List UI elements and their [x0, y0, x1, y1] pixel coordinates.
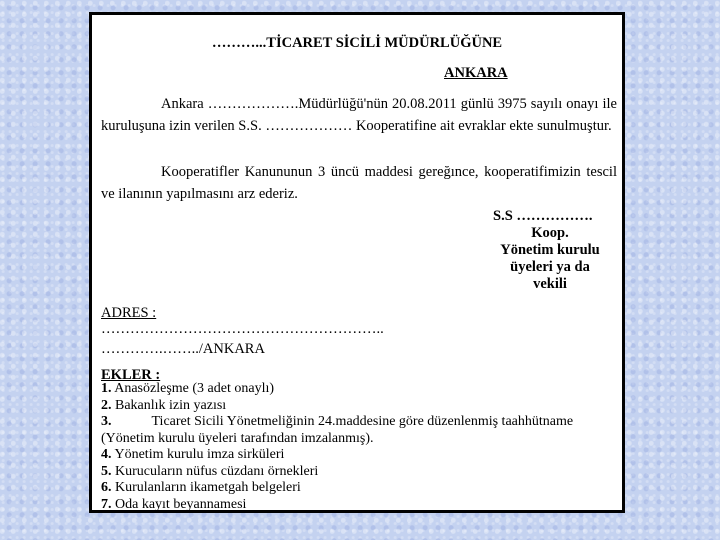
- attachment-item: 3. Ticaret Sicili Yönetmeliğinin 24.maddesine göre düzenlenmiş taahhütname (Yönetim kurulu üyeleri tarafından imzalanmış).: [101, 414, 574, 446]
- signature-line-2: Yönetim kurulu: [500, 242, 600, 258]
- signature-line-1: Koop.: [531, 225, 569, 241]
- address-label: ADRES :: [101, 305, 157, 321]
- signature-line-3: üyeleri ya da: [510, 259, 590, 275]
- address-line-2: ………….……../ANKARA: [101, 341, 265, 357]
- paragraph-2: Kooperatifler Kanununun 3 üncü maddesi gereğınce, kooperatifimizin tescil ve ilanının yapılmasını arz ederiz.: [101, 164, 617, 202]
- attachment-item: 1. Anasözleşme (3 adet onaylı): [101, 381, 275, 396]
- city-heading: ANKARA: [444, 65, 508, 81]
- attachment-item: 6. Kurulanların ikametgah belgeleri: [101, 480, 301, 495]
- signature-block: [480, 208, 620, 293]
- address-line-1: …………………………………………………..: [101, 321, 384, 337]
- attachment-item: 5. Kurucuların nüfus cüzdanı örnekleri: [101, 463, 319, 479]
- attachment-item: 4. Yönetim kurulu imza sirküleri: [101, 447, 285, 462]
- attachments-label: EKLER :: [101, 367, 161, 383]
- petition-document: [89, 12, 625, 513]
- signature-name: S.S …………….: [493, 208, 593, 224]
- paragraph-1: Ankara ……………….Müdürlüğü'nün 20.08.2011 günlü 3975 sayılı onayı ile kuruluşuna izin verilen S.S. ……………… Kooperatifine ait evraklar ekte sunulmuştur.: [101, 96, 617, 134]
- attachment-item: 2. Bakanlık izin yazısı: [101, 397, 227, 413]
- document-heading: ………...TİCARET SİCİLİ MÜDÜRLÜĞÜNE: [211, 35, 503, 51]
- attachments-list: [101, 381, 617, 513]
- signature-line-4: vekili: [533, 276, 567, 292]
- attachment-item: 7. Oda kayıt beyannamesi: [101, 496, 247, 512]
